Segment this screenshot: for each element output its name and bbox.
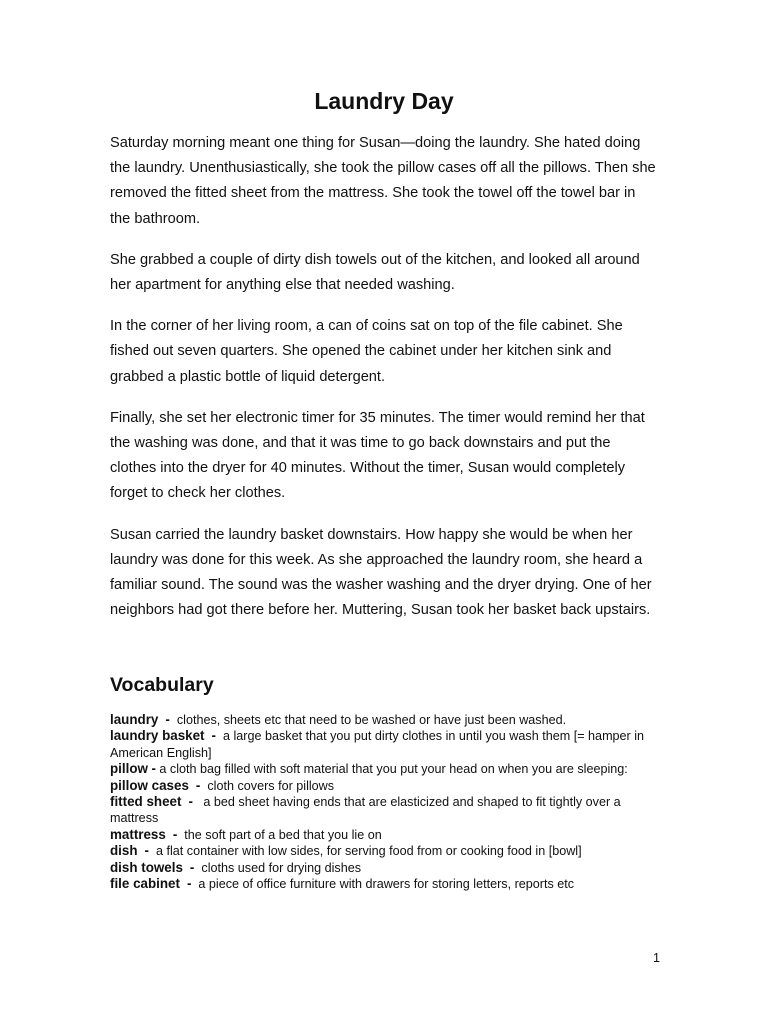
vocabulary-definition: clothes, sheets etc that need to be washed or have just been washed. bbox=[176, 713, 567, 727]
story-paragraph: She grabbed a couple of dirty dish towels out of the kitchen, and looked all around her apartment for anything else that needed washing. bbox=[110, 251, 640, 294]
vocabulary-entry bbox=[110, 794, 658, 827]
vocabulary-term: dish bbox=[110, 843, 138, 859]
vocabulary-term: pillow bbox=[110, 761, 148, 777]
vocabulary-entry bbox=[110, 843, 658, 859]
vocabulary-entry bbox=[110, 876, 658, 892]
story-paragraph: Saturday morning meant one thing for Susan—doing the laundry. She hated doing the laundry. Unenthusiastically, she took the pillow cases off all the pillows. Then she removed the fitted sheet from the mattress. She took the towel off the towel bar in the bathroom. bbox=[110, 135, 656, 227]
vocabulary-definition: a piece of office furniture with drawers for storing letters, reports etc bbox=[198, 877, 575, 892]
vocabulary-list bbox=[110, 712, 658, 892]
vocabulary-definition: a large basket that you put dirty clothes in until you wash them [= hamper in American English] bbox=[110, 729, 645, 760]
vocabulary-entry bbox=[110, 778, 658, 794]
page-title: Laundry Day bbox=[314, 88, 454, 114]
vocabulary-entry bbox=[110, 761, 658, 777]
vocabulary-term: fitted sheet bbox=[110, 794, 182, 810]
vocabulary-entry bbox=[110, 860, 658, 876]
vocabulary-term: mattress bbox=[110, 826, 166, 842]
vocabulary-separator: - bbox=[195, 777, 201, 793]
vocabulary-term: dish towels bbox=[110, 859, 183, 875]
vocabulary-heading: Vocabulary bbox=[110, 674, 214, 696]
vocabulary-separator: - bbox=[188, 794, 193, 810]
vocabulary-term: laundry bbox=[110, 712, 159, 727]
vocabulary-definition: cloth covers for pillows bbox=[207, 778, 335, 793]
page-number: 1 bbox=[653, 951, 660, 965]
vocabulary-separator: - bbox=[144, 843, 149, 859]
vocabulary-separator: - bbox=[165, 712, 170, 727]
story-paragraph: In the corner of her living room, a can of coins sat on top of the file cabinet. She fished out seven quarters. She opened the cabinet under her kitchen sink and grabbed a plastic bottle of liquid detergent. bbox=[110, 318, 623, 385]
vocabulary-separator: - bbox=[186, 876, 192, 892]
vocabulary-entry bbox=[110, 712, 658, 728]
story-body bbox=[110, 131, 658, 639]
story-paragraph: Finally, she set her electronic timer for 35 minutes. The timer would remind her that the washing was done, and that it was time to go back downstairs and put the clothes into the dryer for 40 minutes. Without the timer, Susan would completely forget to check her clothes. bbox=[110, 409, 645, 502]
vocabulary-term: file cabinet bbox=[110, 876, 180, 892]
vocabulary-separator: - bbox=[172, 826, 178, 842]
vocabulary-term: pillow cases bbox=[110, 777, 189, 793]
vocabulary-definition: a flat container with low sides, for serving food from or cooking food in [bowl] bbox=[156, 844, 582, 859]
vocabulary-definition: cloths used for drying dishes bbox=[201, 860, 361, 875]
vocabulary-definition: a bed sheet having ends that are elasticized and shaped to fit tightly over a mattress bbox=[110, 795, 621, 826]
vocabulary-separator: - bbox=[189, 859, 195, 875]
vocabulary-separator: - bbox=[211, 728, 216, 744]
story-paragraph: Susan carried the laundry basket downstairs. How happy she would be when her laundry was done for this week. As she approached the laundry room, she heard a familiar sound. The sound was the washer washing and the dryer drying. One of her neighbors had got there before her. Muttering, Susan took her basket back upstairs. bbox=[110, 526, 652, 619]
vocabulary-term: laundry basket bbox=[110, 728, 205, 744]
vocabulary-definition: a cloth bag filled with soft material that you put your head on when you are sleeping: bbox=[159, 762, 628, 777]
vocabulary-entry bbox=[110, 728, 658, 761]
vocabulary-definition: the soft part of a bed that you lie on bbox=[184, 827, 382, 842]
vocabulary-entry bbox=[110, 827, 658, 843]
vocabulary-separator: - bbox=[151, 761, 156, 777]
